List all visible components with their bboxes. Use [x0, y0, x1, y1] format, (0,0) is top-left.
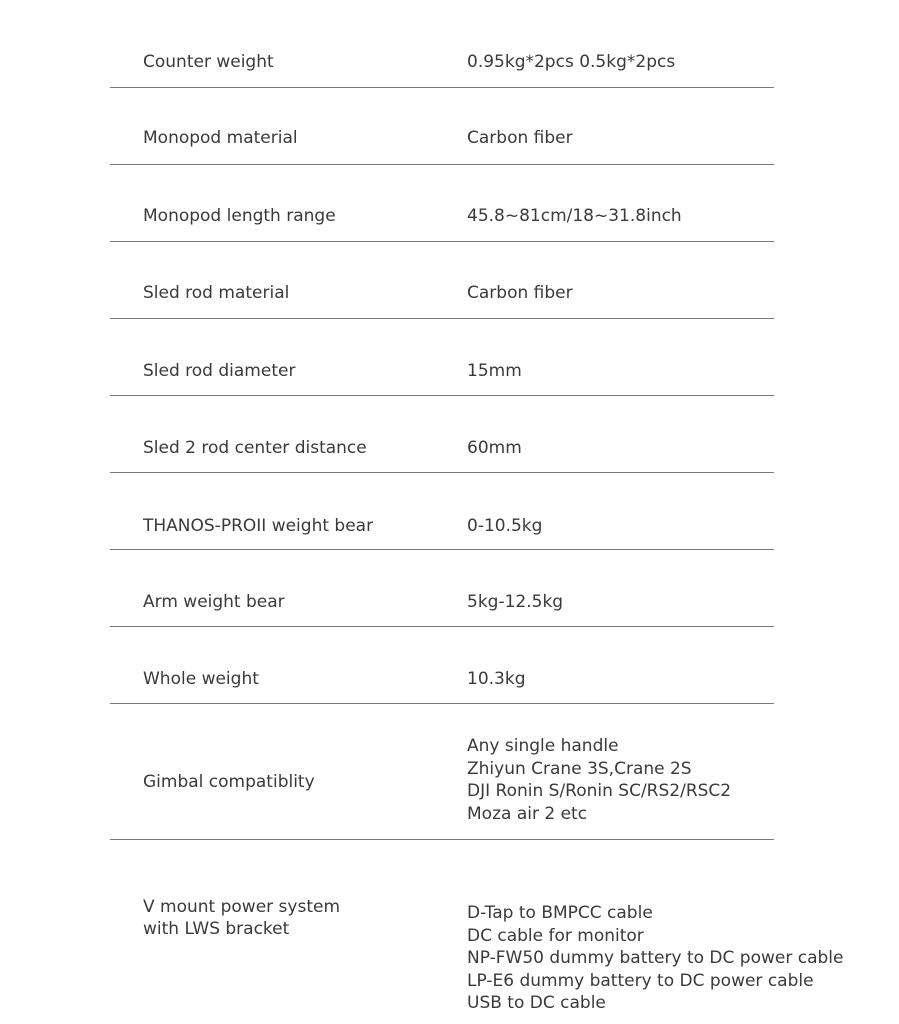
spec-value-line: 60mm: [467, 437, 522, 458]
spec-row: [110, 0, 774, 88]
spec-value: [467, 902, 843, 1015]
spec-value-line: Any single handle: [467, 736, 619, 756]
spec-label: Monopod material: [143, 128, 298, 148]
spec-row: [110, 627, 774, 704]
spec-row: [110, 165, 774, 242]
spec-value-line: DJI Ronin S/Ronin SC/RS2/RSC2: [467, 781, 732, 801]
spec-value: [467, 735, 731, 825]
spec-row: [110, 319, 774, 396]
spec-row: [110, 704, 774, 840]
spec-row: [110, 550, 774, 627]
spec-value-line: D-Tap to BMPCC cable: [467, 902, 653, 923]
spec-value-line: 15mm: [467, 360, 522, 381]
spec-value: [467, 668, 526, 691]
spec-label: Monopod length range: [143, 206, 336, 226]
spec-row: [110, 473, 774, 550]
spec-label: Arm weight bear: [143, 592, 285, 612]
spec-value: [467, 205, 682, 228]
spec-label: Whole weight: [143, 669, 259, 689]
spec-value: [467, 360, 522, 383]
spec-value-line: 0.95kg*2pcs 0.5kg*2pcs: [467, 51, 676, 72]
spec-label: THANOS-PROII weight bear: [143, 516, 374, 536]
spec-value: [467, 437, 522, 460]
spec-value-line: USB to DC cable: [467, 992, 606, 1013]
spec-value-line: 5kg-12.5kg: [467, 591, 564, 612]
spec-value-line: 0-10.5kg: [467, 515, 543, 536]
spec-value-line: 45.8~81cm/18~31.8inch: [467, 205, 682, 226]
spec-row: [110, 242, 774, 319]
spec-value-line: LP-E6 dummy battery to DC power cable: [467, 970, 814, 991]
spec-table: [110, 0, 844, 1023]
spec-label: Counter weight: [143, 52, 274, 72]
spec-value: [467, 515, 542, 538]
spec-row: [110, 840, 844, 1023]
spec-label: V mount power system with LWS bracket: [143, 897, 341, 939]
spec-label: Gimbal compatiblity: [143, 772, 315, 792]
spec-label: Sled rod material: [143, 283, 290, 303]
spec-value: [467, 51, 675, 74]
spec-value-line: Carbon fiber: [467, 127, 573, 148]
spec-value: [467, 282, 573, 305]
spec-value-line: DC cable for monitor: [467, 925, 644, 946]
spec-value-line: Carbon fiber: [467, 282, 573, 303]
spec-row: [110, 396, 774, 473]
spec-value: [467, 127, 573, 150]
spec-value-line: Moza air 2 etc: [467, 803, 588, 824]
spec-value-line: 10.3kg: [467, 668, 526, 689]
spec-value: [467, 591, 563, 614]
spec-label: Sled rod diameter: [143, 361, 296, 381]
spec-value-line: Zhiyun Crane 3S,Crane 2S: [467, 758, 692, 779]
spec-row: [110, 88, 774, 165]
spec-value-line: NP-FW50 dummy battery to DC power cable: [467, 947, 844, 968]
spec-label: Sled 2 rod center distance: [143, 438, 367, 458]
